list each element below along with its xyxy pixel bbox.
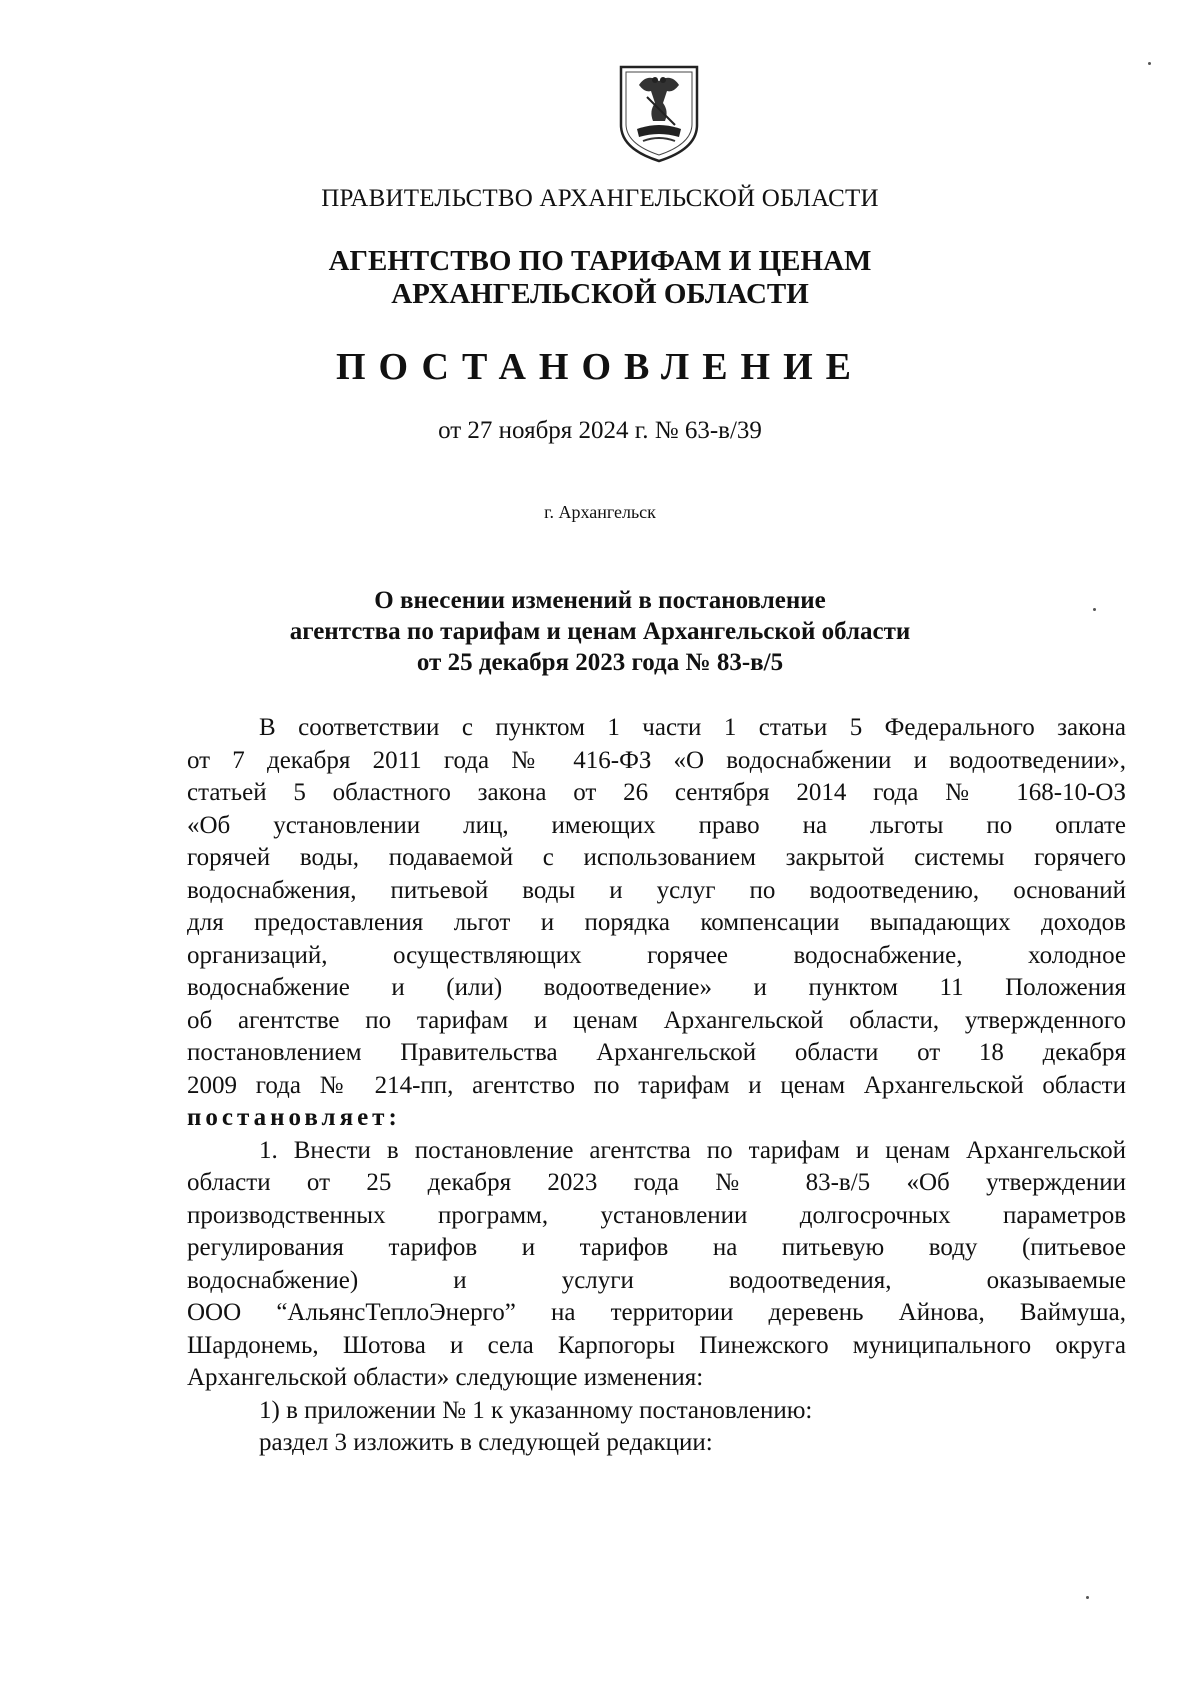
- body-line: для предоставления льгот и порядка компенсации выпадающих доходов: [187, 909, 1126, 936]
- item-line: Шардонемь, Шотова и села Карпогоры Пинежского муниципального округа: [187, 1331, 1126, 1359]
- subject-line-2: агентства по тарифам и ценам Архангельской области: [289, 618, 911, 645]
- item-line: производственных программ, установлении долгосрочных параметров: [187, 1201, 1126, 1229]
- body-line: организаций, осуществляющих горячее водоснабжение, холодное: [187, 941, 1126, 969]
- subject-line-1: О внесении изменений в постановление: [374, 587, 826, 614]
- scan-speck: [1148, 62, 1151, 65]
- government-name: ПРАВИТЕЛЬСТВО АРХАНГЕЛЬСКОЙ ОБЛАСТИ: [321, 185, 879, 212]
- body-line: постановлением Правительства Архангельской области от 18 декабря: [187, 1039, 1126, 1066]
- body-line: об агентстве по тарифам и ценам Архангельской области, утвержденного: [187, 1006, 1126, 1034]
- item-line: области от 25 декабря 2023 года № 83-в/5 «Об утверждении: [187, 1169, 1126, 1196]
- resolves-word: постановляет:: [187, 1104, 401, 1131]
- agency-name-line-2: АРХАНГЕЛЬСКОЙ ОБЛАСТИ: [391, 278, 809, 310]
- body-line: водоснабжения, питьевой воды и услуг по водоотведению, оснований: [187, 876, 1126, 904]
- decree-date-number: от 27 ноября 2024 г. № 63-в/39: [438, 417, 762, 444]
- scan-speck: [1086, 1596, 1089, 1599]
- agency-name: [0, 245, 1200, 311]
- body-line: 2009 года № 214-пп, агентство по тарифам и ценам Архангельской области: [187, 1071, 1126, 1099]
- item-line: водоснабжение) и услуги водоотведения, оказываемые: [187, 1266, 1126, 1294]
- item-line: Архангельской области» следующие изменения:: [187, 1364, 704, 1391]
- decree-subject: [0, 585, 1200, 678]
- body-line: горячей воды, подаваемой с использованием закрытой системы горячего: [187, 844, 1126, 871]
- body-line: В соответствии с пунктом 1 части 1 статьи 5 Федерального закона: [259, 714, 1126, 741]
- body-line: «Об установлении лиц, имеющих право на льготы по оплате: [187, 811, 1126, 839]
- item-line: ООО “АльянсТеплоЭнерго” на территории деревень Айнова, Ваймуша,: [187, 1299, 1126, 1326]
- body-line: от 7 декабря 2011 года № 416-ФЗ «О водоснабжении и водоотведении»,: [187, 746, 1126, 774]
- body-line: статьей 5 областного закона от 26 сентября 2014 года № 168-10-ОЗ: [187, 779, 1126, 806]
- scan-speck: [1093, 608, 1096, 611]
- subject-line-3: от 25 декабря 2023 года № 83-в/5: [416, 649, 784, 676]
- city-name: г. Архангельск: [544, 502, 656, 522]
- agency-name-line-1: АГЕНТСТВО ПО ТАРИФАМ И ЦЕНАМ: [328, 245, 872, 277]
- item-line: регулирования тарифов и тарифов на питьевую воду (питьевое: [187, 1234, 1126, 1261]
- section-line: раздел 3 изложить в следующей редакции:: [259, 1429, 713, 1456]
- item-line: 1. Внести в постановление агентства по тарифам и ценам Архангельской: [259, 1136, 1126, 1164]
- body-line: водоснабжение и (или) водоотведение» и пунктом 11 Положения: [187, 974, 1126, 1001]
- subitem-line: 1) в приложении № 1 к указанному постановлению:: [259, 1396, 813, 1424]
- decree-body: [187, 712, 1126, 1460]
- coat-of-arms-emblem: [617, 63, 701, 165]
- document-type-title: ПОСТАНОВЛЕНИЕ: [335, 346, 865, 388]
